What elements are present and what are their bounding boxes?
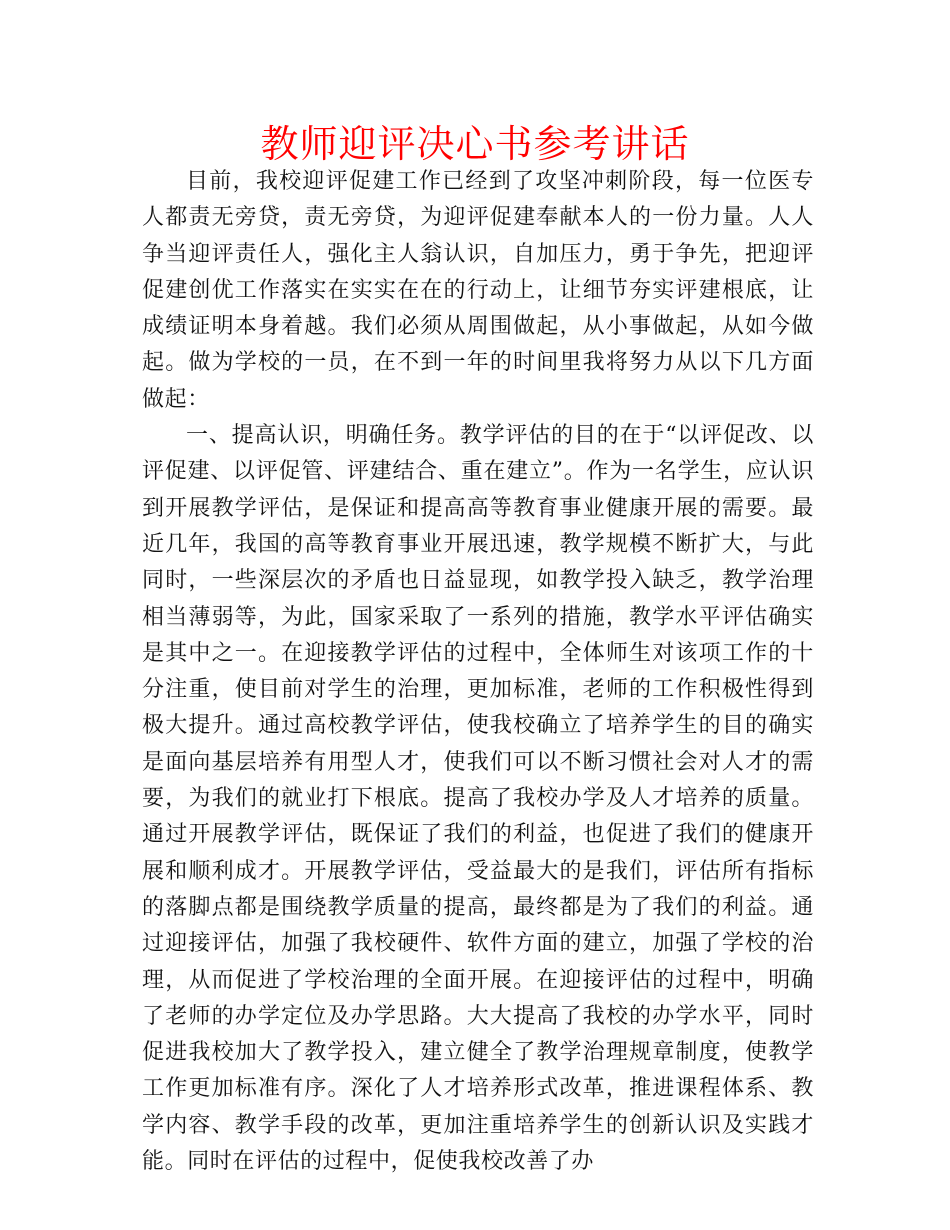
paragraph-intro: 目前，我校迎评促建工作已经到了攻坚冲刺阶段，每一位医专人都责无旁贷，责无旁贷，为迎评促建奉献本人的一份力量。人人争当迎评责任人，强化主人翁认识，自加压力，勇于争先，把迎评促建创优工作落实在实实在在的行动上，让细节夯实评建根底，让成绩证明本身着越。我们必须从周围做起，从小事做起，从如今做起。做为学校的一员，在不到一年的时间里我将努力从以下几方面做起： [142, 169, 814, 412]
document-title: 教师迎评决心书参考讲话 [260, 122, 690, 166]
paragraph-section-one: 一、提高认识，明确任务。教学评估的目的在于“以评促改、以评促建、以评促管、评建结合、重在建立”。作为一名学生，应认识到开展教学评估，是保证和提高高等教育事业健康开展的需要。最近几年，我国的高等教育事业开展迅速，教学规模不断扩大，与此同时，一些深层次的矛盾也日益显现，如教学投入缺乏，教学治理相当薄弱等，为此，国家采取了一系列的措施，教学水平评估确实是其中之一。在迎接教学评估的过程中，全体师生对该项工作的十分注重，使目前对学生的治理，更加标准，老师的工作积极性得到极大提升。通过高校教学评估，使我校确立了培养学生的目的确实是面向基层培养有用型人才，使我们可以不断习惯社会对人才的需要，为我们的就业打下根底。提高了我校办学及人才培养的质量。通过开展教学评估，既保证了我们的利益，也促进了我们的健康开展和顺利成才。开展教学评估，受益最大的是我们，评估所有指标的落脚点都是围绕教学质量的提高，最终都是为了我们的利益。通过迎接评估，加强了我校硬件、软件方面的建立，加强了学校的治理，从而促进了学校治理的全面开展。在迎接评估的过程中，明确了老师的办学定位及办学思路。大大提高了我校的办学水平，同时促进我校加大了教学投入，建立健全了教学治理规章制度，使教学工作更加标准有序。深化了人才培养形式改革，推进课程体系、教学内容、教学手段的改革，更加注重培养学生的创新认识及实践才能。同时在评估的过程中，促使我校改善了办 [142, 423, 814, 1175]
document-body [142, 164, 814, 1180]
